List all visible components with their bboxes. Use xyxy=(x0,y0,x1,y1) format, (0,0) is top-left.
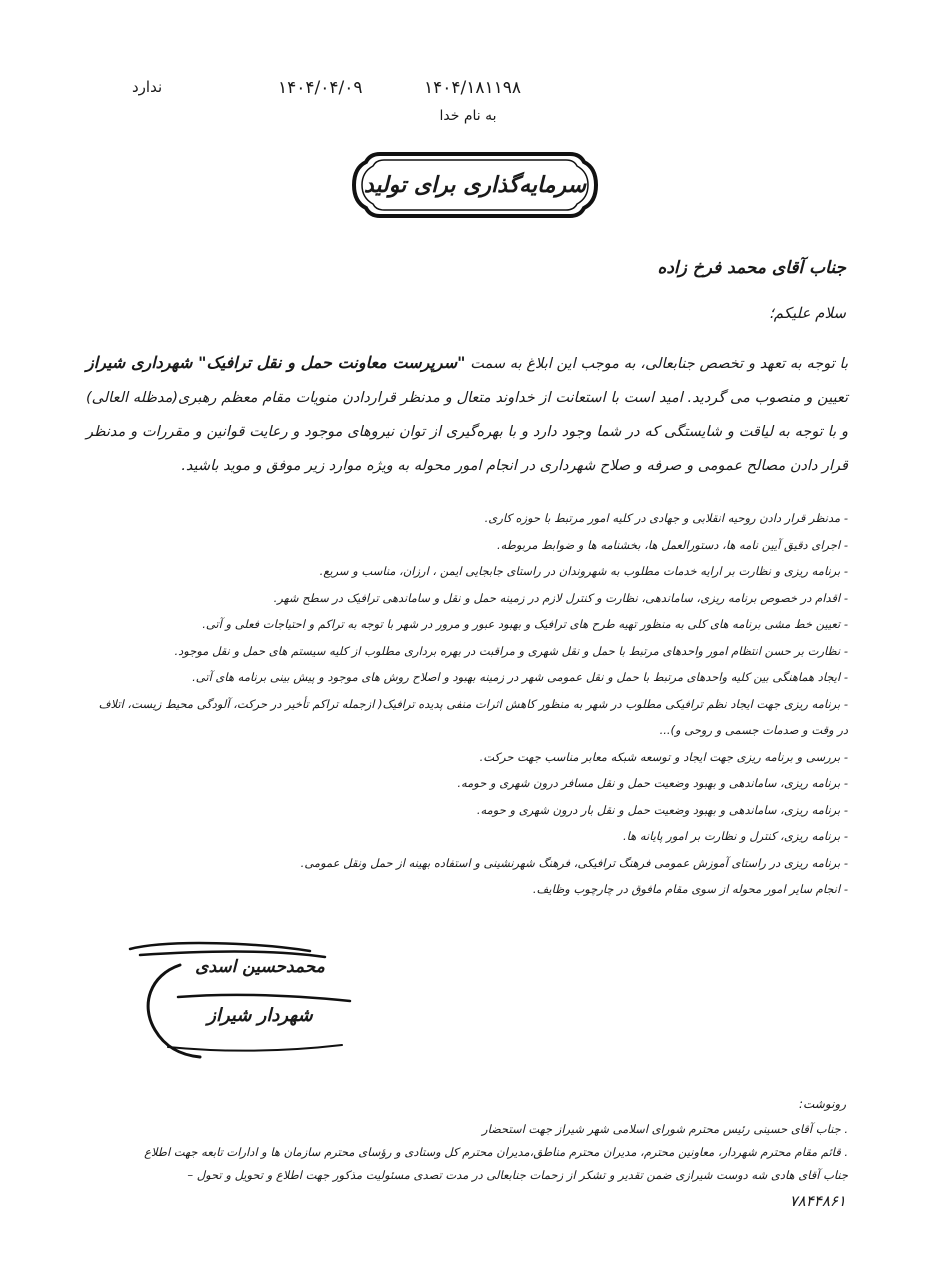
duty-item: - اجرای دقیق آیین نامه ها، دستورالعمل ها، بخشنامه ها و ضوابط مربوطه. xyxy=(496,537,848,552)
attachment-status: ندارد xyxy=(132,78,163,96)
duty-item: - برنامه ریزی و نظارت بر ارایه خدمات مطلوب به شهروندان در راستای جابجایی ایمن ، ارزان، مناسب و سریع. xyxy=(319,564,848,578)
duty-item: - بررسی و برنامه ریزی جهت ایجاد و توسعه شبکه معابر مناسب جهت حرکت. xyxy=(479,749,848,764)
cc-label: رونوشت: xyxy=(798,1097,846,1111)
cc-item: . جناب آقای حسینی رئیس محترم شورای اسلامی شهر شیراز جهت استحضار xyxy=(482,1122,848,1136)
cc-item: . قائم مقام محترم شهردار، معاونین محترم، مدیران محترم مناطق،مدیران محترم کل وستادی و رؤسای محترم سازمان ها و ادارات تابعه جهت اطلاع xyxy=(144,1145,848,1159)
duty-item: - برنامه ریزی، کنترل و نظارت بر امور پایانه ها. xyxy=(622,829,848,843)
duty-item: - برنامه ریزی جهت ایجاد نظم ترافیکی مطلوب در شهر به منظور کاهش اثرات منفی پدیده ترافیک( ازجمله تراکم تأخیر در حرکت، آلودگی محیط زیست، اتلاف در وقت و صدمات جسمی و روحی و)... xyxy=(98,696,848,737)
duty-item: - نظارت بر حسن انتظام امور واحدهای مرتبط با حمل و نقل شهری و مراقبت در بهره برداری مطلوب از کلیه سیستم های حمل و نقل موجود. xyxy=(174,643,848,658)
duty-item: - تعیین خط مشی برنامه های کلی به منظور تهیه طرح های ترافیک و بهبود عبور و مرور در شهر با توجه به تراکم و احتیاجات فعلی و آتی. xyxy=(202,617,848,631)
appointment-paragraph xyxy=(86,346,848,483)
signatory-title: شهردار شیراز xyxy=(207,1005,313,1026)
slogan-text: سرمایه‌گذاری برای تولید xyxy=(363,172,587,198)
signature-block xyxy=(110,935,370,1065)
greeting-line: سلام علیکم؛ xyxy=(768,304,846,322)
duty-item: - انجام سایر امور محوله از سوی مقام مافوق در چارچوب وظایف. xyxy=(532,882,848,896)
duty-item: - اقدام در خصوص برنامه ریزی، ساماندهی، نظارت و کنترل لازم در زمینه حمل و نقل و ساماندهی ترافیک در سطح شهر. xyxy=(273,590,848,605)
duty-item: - برنامه ریزی، ساماندهی و بهبود وضعیت حمل و نقل مسافر درون شهری و حومه. xyxy=(457,776,848,790)
recipient-line: جناب آقای محمد فرخ زاده xyxy=(657,258,846,278)
duties-list xyxy=(88,505,848,903)
duty-item: - برنامه ریزی، ساماندهی و بهبود وضعیت حمل و نقل بار درون شهری و حومه. xyxy=(476,802,848,817)
letter-number: ۱۴۰۴/۱۸۱۱۹۸ xyxy=(424,78,522,98)
body-text-intro: با توجه به تعهد و تخصص جنابعالی، به موجب این ابلاغ به سمت xyxy=(465,356,849,372)
cc-list xyxy=(88,1118,848,1187)
signatory-name: محمدحسین اسدی xyxy=(195,957,325,977)
duty-item: - مدنظر قرار دادن روحیه انقلابی و جهادی در کلیه امور مرتبط با حوزه کاری. xyxy=(484,511,848,525)
duty-item: - ایجاد هماهنگی بین کلیه واحدهای مرتبط با حمل و نقل عمومی شهر در زمینه بهبود و اصلاح روش های موجود و پیش بینی برنامه های آتی. xyxy=(192,670,848,684)
document-code: ۷۸۴۴۸۶۱ xyxy=(789,1192,846,1210)
letter-date: ۱۴۰۴/۰۴/۰۹ xyxy=(278,78,363,98)
duty-item: - برنامه ریزی در راستای آموزش عمومی فرهنگ ترافیکی، فرهنگ شهرنشینی و استفاده بهینه از حمل ونقل عمومی. xyxy=(300,855,848,870)
signature-stroke-icon xyxy=(110,935,370,1065)
cc-item: جناب آقای هادی شه دوست شیرازی ضمن تقدیر و تشکر از زحمات جنابعالی در مدت تصدی مسئولیت مذکور جهت اطلاع و تحویل و تحول – xyxy=(187,1168,848,1182)
body-text-rest: تعیین و منصوب می گردید. امید است با استعانت از خداوند متعال و مدنظر قراردادن منویات مقام معظم رهبری(مدظله العالی) و با توجه به لیاقت و شایستگی که در شما وجود دارد و با بهره‌گیری از توان نیروهای موجود و رعایت قوانین و مقررات و مدنظر قرار دادن مصالح عمومی و صرفه و صلاح شهرداری در انجام امور محوله به ویژه موارد زیر موفق و موید باشید. xyxy=(86,390,848,474)
appointed-position: "سرپرست معاونت حمل و نقل ترافیک" شهرداری شیراز xyxy=(86,353,466,372)
slogan-emblem xyxy=(350,148,600,222)
basmala: به نام خدا xyxy=(439,108,497,124)
